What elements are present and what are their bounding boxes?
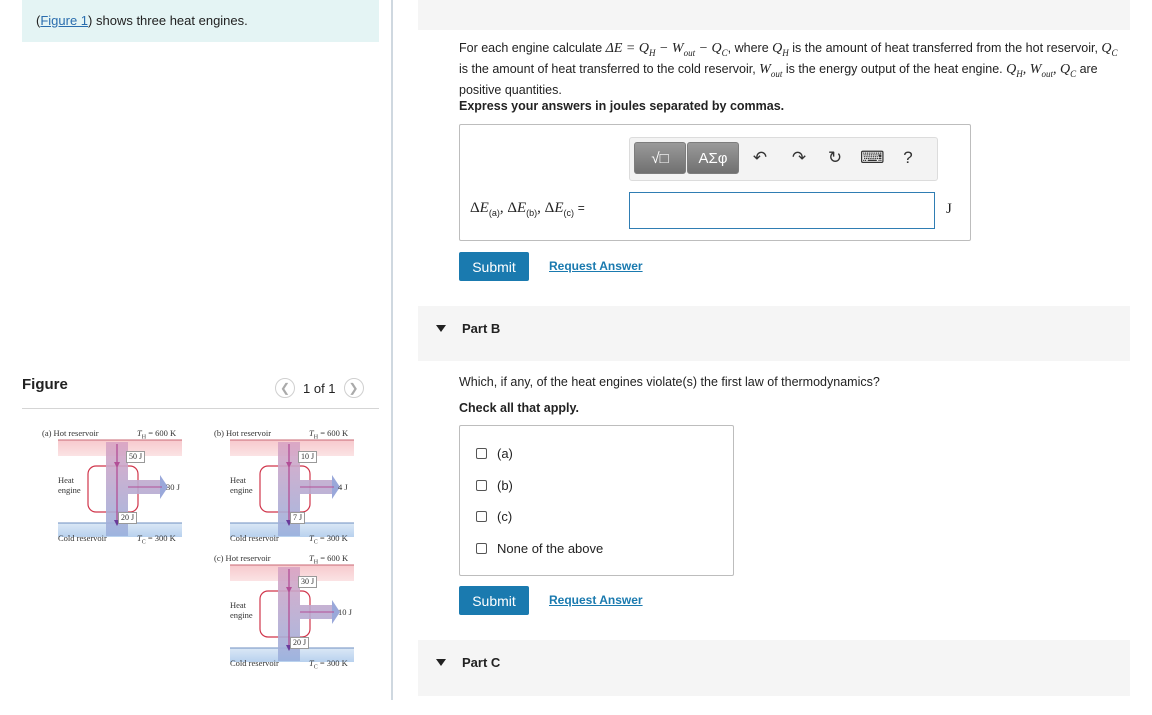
redo-icon[interactable]: ↷ (791, 148, 807, 167)
work-out-value: 30 J (166, 482, 180, 492)
intro-open-paren: ( (36, 13, 41, 28)
part-a-header-band (418, 0, 1130, 30)
greek-button[interactable]: ΑΣφ (687, 142, 739, 174)
figure-link[interactable]: Figure 1 (40, 13, 89, 28)
answer-label: $\Delta E_{(a)}$, $\Delta E_{(b)}$, $\Delta E_{(c)}$ = (470, 200, 585, 218)
part-b-instruction: Check all that apply. (459, 401, 579, 415)
heat-in-value: 30 J (298, 576, 317, 588)
collapse-caret-icon[interactable] (436, 325, 446, 332)
engine-label: Heat engine (230, 600, 253, 620)
cold-temperature-label: $T_C = 300$ K (309, 658, 348, 671)
cold-temperature-label: $T_C = 300$ K (309, 533, 348, 546)
cold-reservoir-label: Cold reservoir (230, 658, 279, 668)
intro-banner (22, 0, 379, 42)
heat-in-value: 50 J (126, 451, 145, 463)
math-toolbar (629, 137, 938, 181)
part-a-request-answer-link[interactable]: Request Answer (549, 259, 643, 273)
answer-input[interactable] (629, 192, 935, 229)
hot-temperature-label: $T_H = 600$ K (309, 553, 349, 566)
pager-count: 1 of 1 (303, 380, 336, 396)
undo-icon[interactable]: ↶ (752, 148, 768, 167)
work-out-value: 4 J (338, 482, 348, 492)
figure-pager (275, 378, 364, 398)
prev-figure-icon[interactable]: ❮ (275, 378, 295, 398)
next-figure-icon[interactable]: ❯ (344, 378, 364, 398)
figure-rule (22, 408, 379, 409)
part-c-header-band (418, 640, 1130, 696)
option-a[interactable]: (a) (476, 446, 513, 461)
part-b-header-band (418, 306, 1130, 361)
collapse-caret-icon[interactable] (436, 659, 446, 666)
reset-icon[interactable]: ↻ (827, 148, 843, 167)
cold-reservoir-label: Cold reservoir (58, 533, 107, 543)
part-b-title: Part B (462, 321, 501, 336)
engine-diagram-a (42, 428, 192, 546)
work-out-value: 10 J (338, 607, 352, 617)
part-b-request-answer-link[interactable]: Request Answer (549, 593, 643, 607)
part-a-submit-button[interactable]: Submit (459, 252, 529, 281)
option-c[interactable]: (c) (476, 509, 512, 524)
part-c-header[interactable] (436, 655, 500, 670)
cold-temperature-label: $T_C = 300$ K (137, 533, 176, 546)
part-b-header[interactable] (436, 321, 500, 336)
engine-diagram-c (214, 553, 364, 671)
option-none[interactable]: None of the above (476, 541, 603, 556)
part-b-submit-button[interactable]: Submit (459, 586, 529, 615)
checkbox[interactable] (476, 511, 487, 522)
pane-divider[interactable] (391, 0, 393, 700)
part-a-instruction: Express your answers in joules separated by commas. (459, 99, 785, 113)
part-c-title: Part C (462, 655, 501, 670)
intro-text: ) shows three heat engines. (88, 13, 248, 28)
engine-label: Heat engine (58, 475, 81, 495)
unit-label: J (946, 201, 952, 217)
engine-label: Heat engine (230, 475, 253, 495)
hot-reservoir-label: (a) Hot reservoir (42, 428, 99, 438)
keyboard-icon[interactable]: ⌨ (860, 148, 885, 167)
hot-reservoir-label: (c) Hot reservoir (214, 553, 271, 563)
checkbox[interactable] (476, 448, 487, 459)
checkbox[interactable] (476, 543, 487, 554)
figure-title: Figure (22, 376, 68, 393)
checkbox[interactable] (476, 480, 487, 491)
heat-out-value: 20 J (118, 512, 137, 524)
part-a-intro: For each engine calculate $\Delta E = Q_H - W_{out} - Q_C$, where $Q_H$ is the amount of heat transferred from the hot reservoir, $Q_C$ is the amount of heat transferred to the cold reservoir, $W_{out}$ is the energy output of the heat engine. $Q_H$, $W_{out}$, $Q_C$ are positive quantities. (459, 41, 1118, 97)
heat-out-value: 20 J (290, 637, 309, 649)
engine-diagram-b (214, 428, 364, 546)
part-b-question: Which, if any, of the heat engines violate(s) the first law of thermodynamics? (459, 375, 880, 389)
figure-pane (0, 0, 392, 715)
heat-out-value: 7 J (290, 512, 305, 524)
help-icon[interactable]: ? (903, 148, 913, 167)
template-button[interactable]: √□ (634, 142, 686, 174)
hot-temperature-label: $T_H = 600$ K (137, 428, 177, 441)
cold-reservoir-label: Cold reservoir (230, 533, 279, 543)
option-b[interactable]: (b) (476, 478, 513, 493)
heat-in-value: 10 J (298, 451, 317, 463)
hot-reservoir-label: (b) Hot reservoir (214, 428, 272, 438)
hot-temperature-label: $T_H = 600$ K (309, 428, 349, 441)
